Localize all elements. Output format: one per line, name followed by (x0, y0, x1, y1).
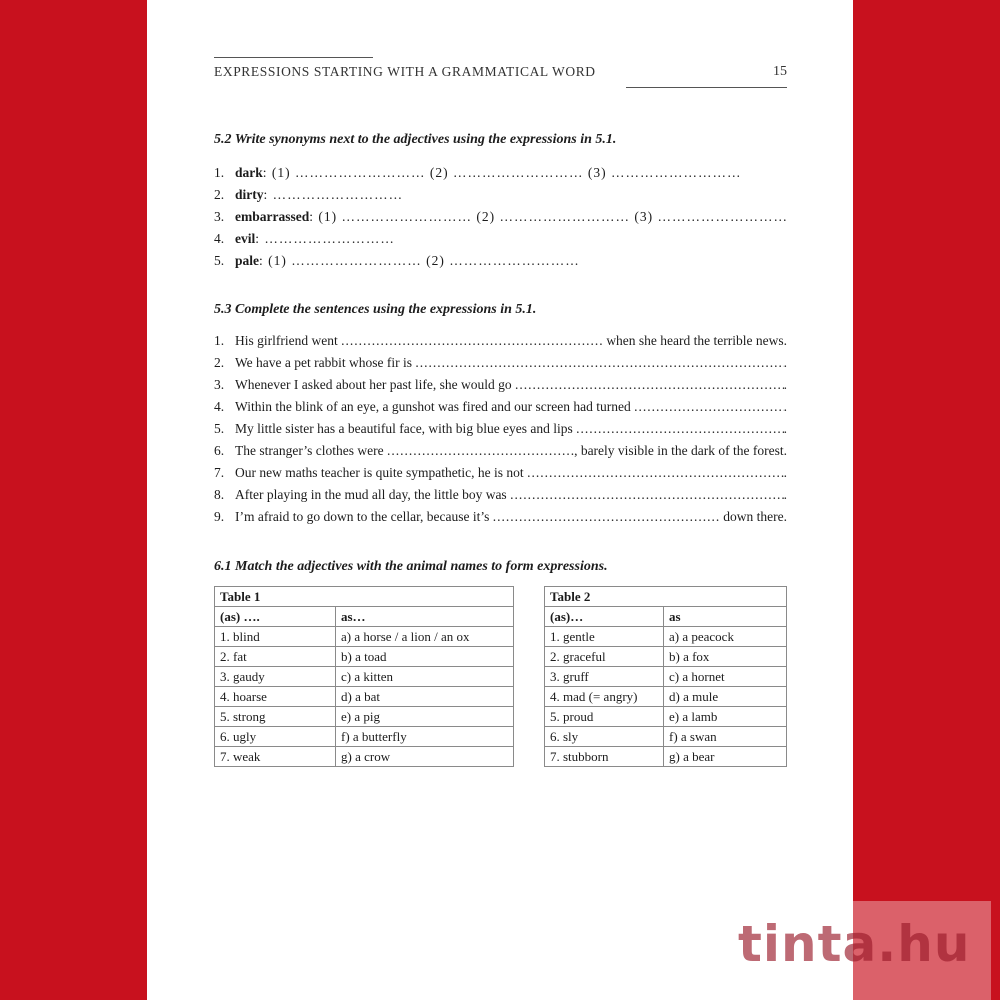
animal-cell: e) a lamb (664, 707, 787, 727)
table-row (215, 707, 514, 727)
sentence-end: . (783, 487, 787, 502)
item-number: 4. (214, 231, 225, 246)
answer-blanks[interactable]: : ……………………… (255, 231, 395, 246)
adjective-cell: 2. graceful (545, 647, 664, 667)
list-item (214, 374, 787, 396)
animal-cell: a) a peacock (664, 627, 787, 647)
item-number: 2. (214, 355, 225, 370)
adjective-cell: 4. mad (= angry) (545, 687, 664, 707)
animal-cell: d) a mule (664, 687, 787, 707)
table-row (215, 647, 514, 667)
table-row (215, 747, 514, 767)
page-number: 15 (773, 64, 787, 79)
animal-cell: g) a bear (664, 747, 787, 767)
list-item (214, 506, 787, 528)
item-number: 1. (214, 333, 225, 348)
watermark-text: tinta.hu (738, 915, 971, 973)
list-item (214, 184, 788, 206)
animal-cell: b) a toad (336, 647, 514, 667)
list-item (214, 418, 787, 440)
exercise-5-2-title: 5.2 Write synonyms next to the adjectives using the expressions in 5.1. (214, 132, 617, 147)
list-item (214, 484, 787, 506)
sentence-start: After playing in the mud all day, the little boy was (235, 487, 507, 502)
item-number: 5. (214, 421, 225, 436)
item-number: 1. (214, 165, 225, 180)
list-item (214, 462, 787, 484)
header-top-rule (214, 57, 373, 58)
item-number: 8. (214, 487, 225, 502)
adjective-cell: 7. stubborn (545, 747, 664, 767)
exercise-5-3-list (214, 330, 787, 528)
sentence-start: The stranger’s clothes were (235, 443, 384, 458)
sentence-start: I’m afraid to go down to the cellar, because it’s (235, 509, 490, 524)
sentence-end: . (783, 465, 787, 480)
answer-blanks[interactable]: : (1) ……………………… (2) ……………………… (3) ……………………… (309, 209, 788, 224)
column-header: as… (336, 607, 514, 627)
answer-blank[interactable] (510, 484, 784, 506)
list-item (214, 396, 787, 418)
match-table-1 (214, 586, 514, 767)
answer-blanks[interactable]: : (1) ……………………… (2) ……………………… (3) ……………………… (262, 165, 742, 180)
table-row (545, 627, 787, 647)
answer-blanks[interactable]: : (1) ……………………… (2) ……………………… (259, 253, 580, 268)
sentence-start: Whenever I asked about her past life, she would go (235, 377, 512, 392)
item-number: 9. (214, 509, 225, 524)
exercise-6-1-title: 6.1 Match the adjectives with the animal names to form expressions. (214, 559, 608, 574)
sentence-end: . (783, 355, 787, 370)
list-item (214, 440, 787, 462)
animal-cell: f) a butterfly (336, 727, 514, 747)
animal-cell: f) a swan (664, 727, 787, 747)
adjective-cell: 1. gentle (545, 627, 664, 647)
item-number: 7. (214, 465, 225, 480)
adjective-cell: 3. gaudy (215, 667, 336, 687)
adjective-cell: 5. strong (215, 707, 336, 727)
item-number: 5. (214, 253, 225, 268)
column-header: (as) …. (215, 607, 336, 627)
sentence-end: , barely visible in the dark of the forest. (574, 443, 787, 458)
table-row (215, 627, 514, 647)
adjective-cell: 7. weak (215, 747, 336, 767)
adjective-cell: 3. gruff (545, 667, 664, 687)
adjective-cell: 1. blind (215, 627, 336, 647)
adjective: dark (235, 165, 263, 180)
adjective: embarrassed (235, 209, 310, 224)
sentence-end: when she heard the terrible news. (606, 333, 787, 348)
animal-cell: b) a fox (664, 647, 787, 667)
item-number: 3. (214, 209, 225, 224)
list-item (214, 250, 788, 272)
sentence-end: down there. (723, 509, 787, 524)
item-number: 3. (214, 377, 225, 392)
item-number: 4. (214, 399, 225, 414)
item-number: 2. (214, 187, 225, 202)
table-row (215, 727, 514, 747)
table-caption: Table 1 (215, 587, 514, 607)
answer-blank[interactable] (415, 352, 783, 374)
adjective-cell: 4. hoarse (215, 687, 336, 707)
answer-blank[interactable] (493, 506, 720, 528)
match-table-2 (544, 586, 787, 767)
sentence-start: Our new maths teacher is quite sympathetic, he is not (235, 465, 524, 480)
answer-blank[interactable] (387, 440, 574, 462)
animal-cell: e) a pig (336, 707, 514, 727)
sentence-end: . (783, 377, 787, 392)
adjective-cell: 6. ugly (215, 727, 336, 747)
table-row (545, 647, 787, 667)
list-item (214, 162, 788, 184)
column-header: as (664, 607, 787, 627)
exercise-5-2-list (214, 162, 788, 272)
adjective-cell: 6. sly (545, 727, 664, 747)
list-item (214, 228, 788, 250)
list-item (214, 352, 787, 374)
answer-blank[interactable] (515, 374, 784, 396)
answer-blank[interactable] (576, 418, 783, 440)
table-row (545, 687, 787, 707)
animal-cell: a) a horse / a lion / an ox (336, 627, 514, 647)
answer-blank[interactable] (634, 396, 784, 418)
list-item (214, 206, 788, 228)
adjective: dirty (235, 187, 264, 202)
adjective: evil (235, 231, 256, 246)
animal-cell: c) a hornet (664, 667, 787, 687)
answer-blank[interactable] (341, 330, 603, 352)
animal-cell: c) a kitten (336, 667, 514, 687)
animal-cell: g) a crow (336, 747, 514, 767)
answer-blank[interactable] (527, 462, 784, 484)
list-item (214, 330, 787, 352)
column-header: (as)… (545, 607, 664, 627)
header-bottom-rule (626, 87, 787, 88)
table-row (545, 727, 787, 747)
exercise-5-3-title: 5.3 Complete the sentences using the expressions in 5.1. (214, 302, 537, 317)
item-number: 6. (214, 443, 225, 458)
running-header: EXPRESSIONS STARTING WITH A GRAMMATICAL WORD (214, 64, 596, 79)
answer-blanks[interactable]: : ……………………… (263, 187, 404, 202)
adjective: pale (235, 253, 260, 268)
table-row (545, 707, 787, 727)
sentence-end: . (783, 421, 787, 436)
sentence-start: His girlfriend went (235, 333, 338, 348)
animal-cell: d) a bat (336, 687, 514, 707)
adjective-cell: 5. proud (545, 707, 664, 727)
sentence-start: Within the blink of an eye, a gunshot was fired and our screen had turned (235, 399, 631, 414)
table-row (545, 747, 787, 767)
sentence-end: . (783, 399, 787, 414)
adjective-cell: 2. fat (215, 647, 336, 667)
sentence-start: We have a pet rabbit whose fir is (235, 355, 412, 370)
table-row (215, 667, 514, 687)
table-row (215, 687, 514, 707)
book-page (147, 0, 853, 1000)
sentence-start: My little sister has a beautiful face, with big blue eyes and lips (235, 421, 573, 436)
table-row (545, 667, 787, 687)
table-caption: Table 2 (545, 587, 787, 607)
